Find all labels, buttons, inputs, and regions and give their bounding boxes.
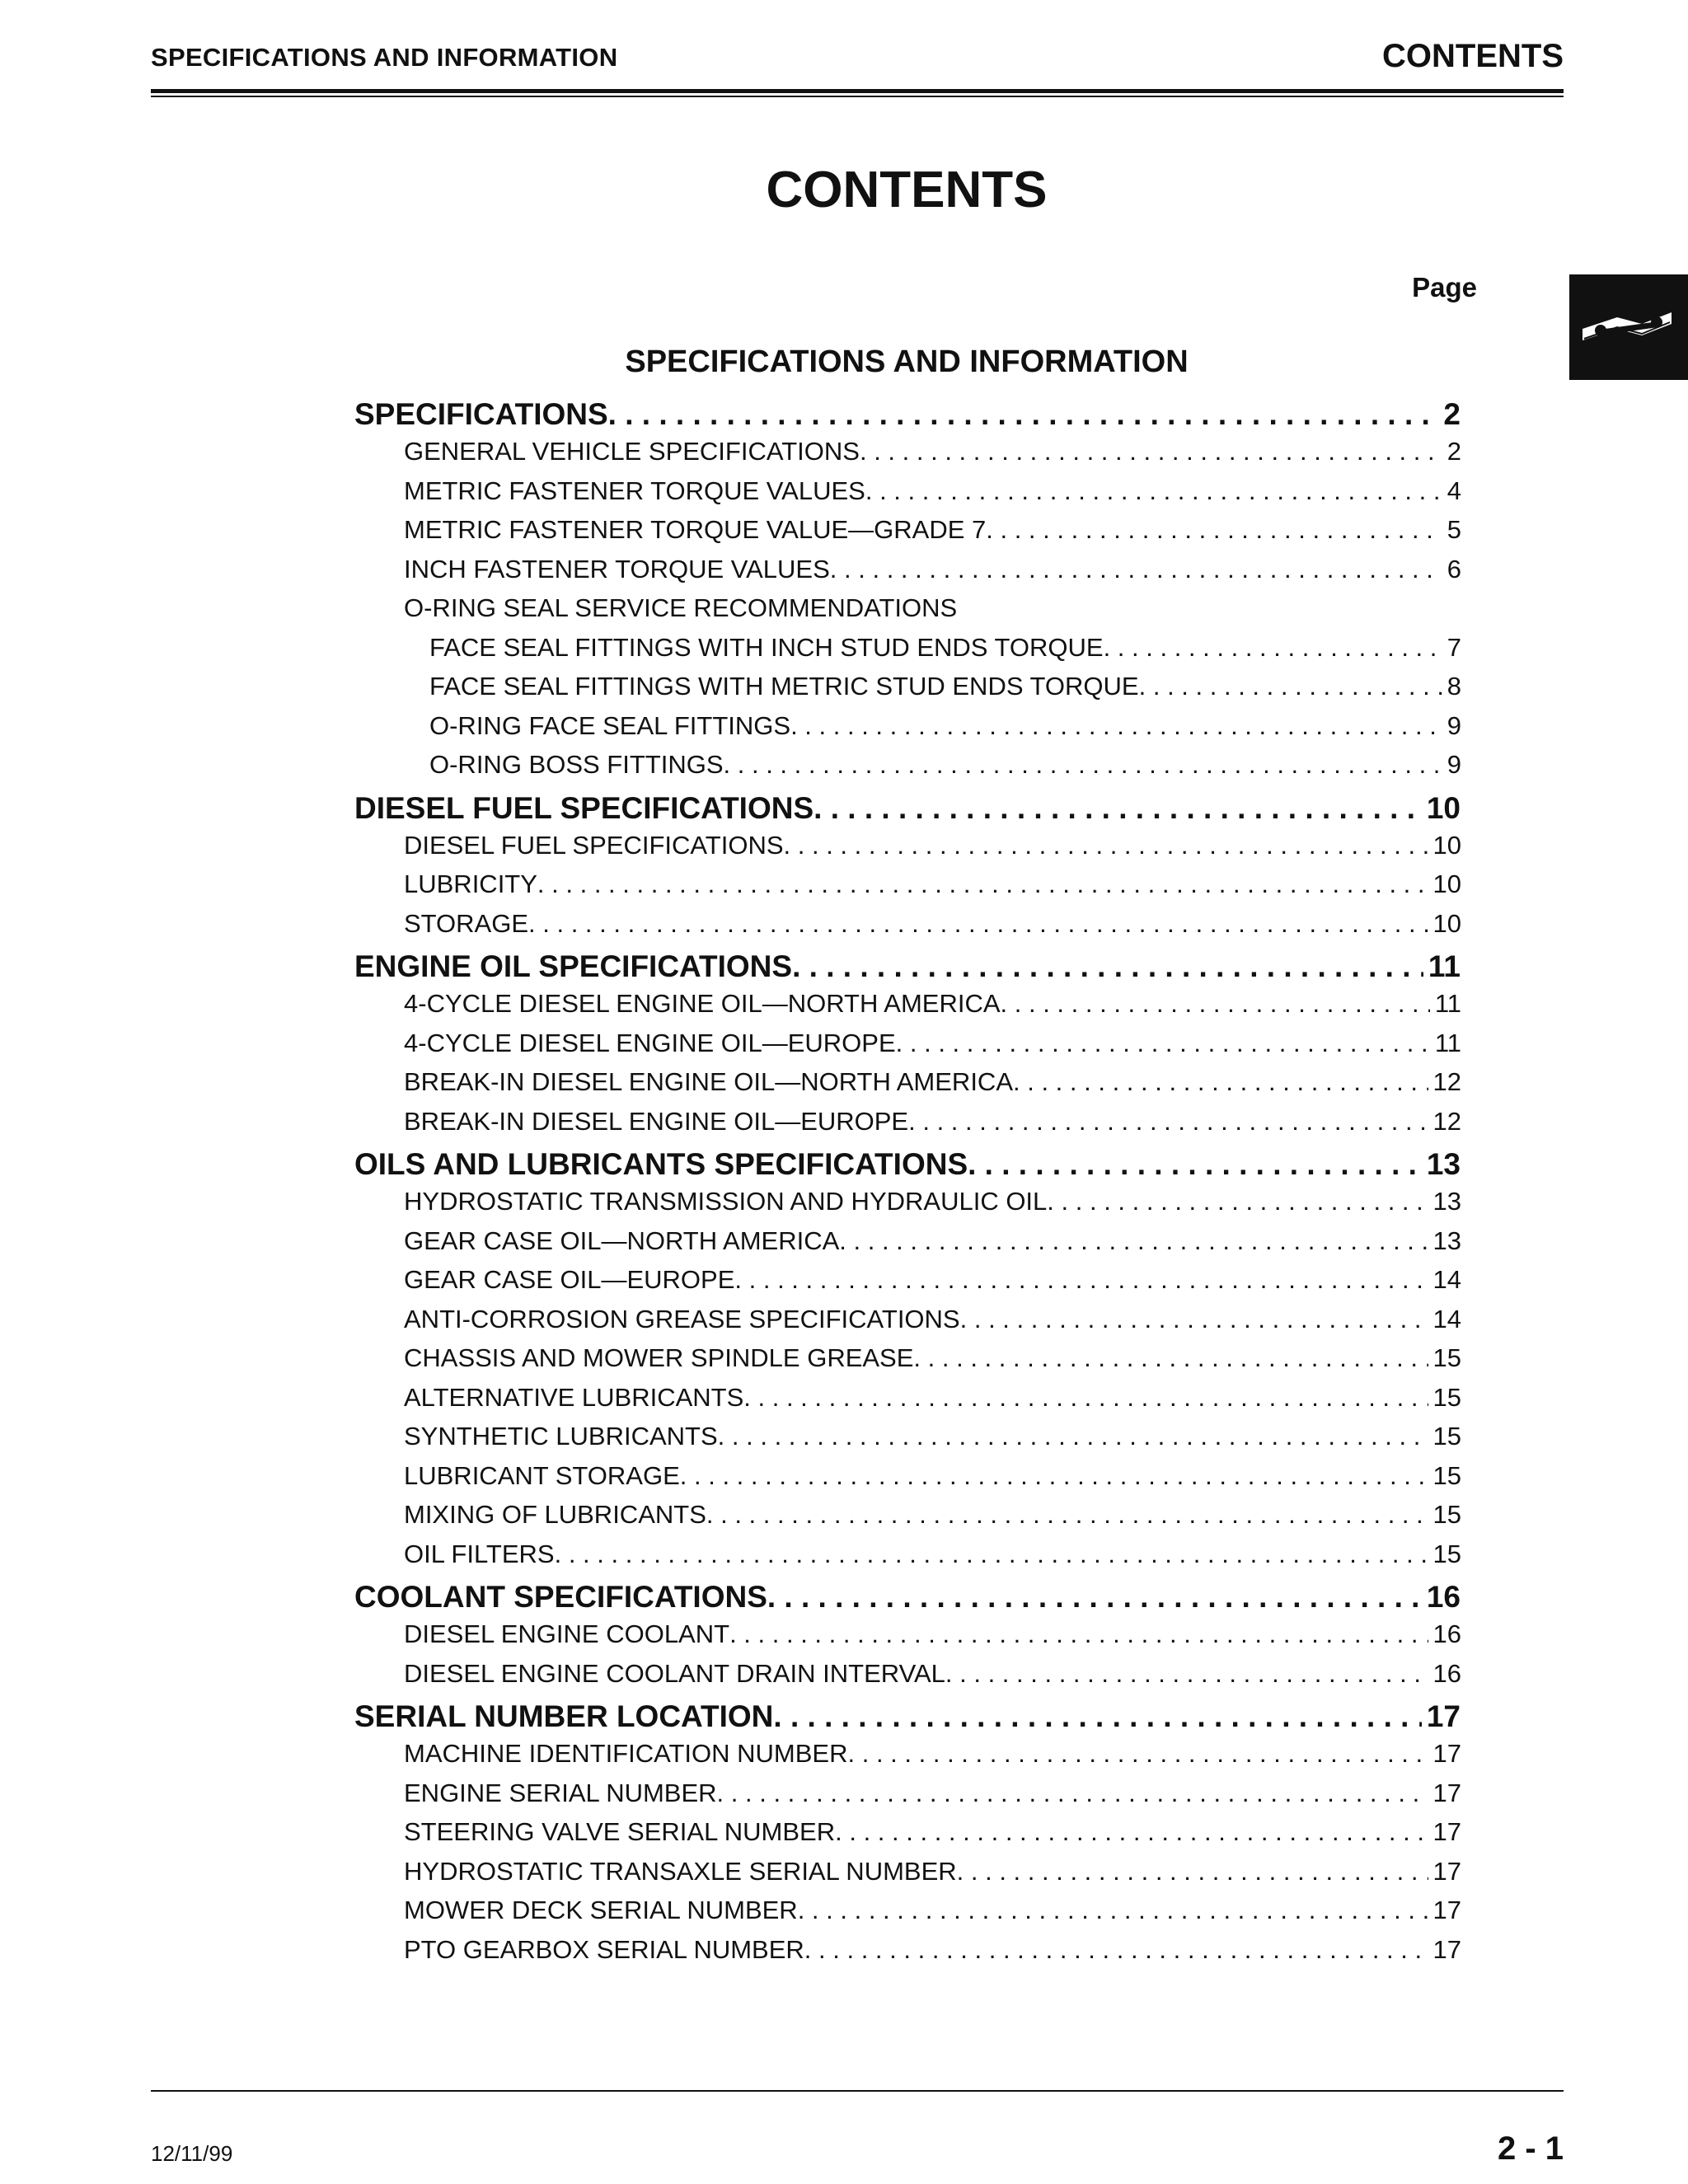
toc-entry-page: 8 bbox=[1447, 672, 1461, 701]
dot-leader bbox=[968, 1147, 1422, 1182]
toc-entry-page: 4 bbox=[1447, 476, 1461, 505]
toc-entry-page: 6 bbox=[1447, 554, 1461, 583]
dot-leader bbox=[680, 1461, 1428, 1491]
toc-entry-page: 10 bbox=[1432, 869, 1461, 898]
footer-page-number: 2 - 1 bbox=[1497, 2130, 1564, 2167]
toc-entry-page: 13 bbox=[1432, 1226, 1461, 1255]
toc-entry-page: 17 bbox=[1426, 1699, 1461, 1733]
toc-entry[interactable] bbox=[404, 1896, 1461, 1933]
toc-entry-title: INCH FASTENER TORQUE VALUES bbox=[404, 554, 830, 583]
toc-entry[interactable] bbox=[404, 1226, 1461, 1264]
toc-entry-title: SYNTHETIC LUBRICANTS bbox=[404, 1422, 718, 1451]
toc-entry-page: 9 bbox=[1447, 710, 1461, 740]
toc-entry-title: O-RING FACE SEAL FITTINGS bbox=[429, 710, 791, 740]
toc-entry[interactable] bbox=[404, 1857, 1461, 1895]
dot-leader bbox=[835, 1817, 1428, 1847]
toc-heading[interactable] bbox=[354, 949, 1461, 989]
dot-leader bbox=[848, 1739, 1428, 1769]
toc-entry-page: 16 bbox=[1426, 1580, 1461, 1614]
toc-entry-title: METRIC FASTENER TORQUE VALUE—GRADE 7 bbox=[404, 515, 987, 544]
toc-entry[interactable] bbox=[404, 1107, 1461, 1145]
toc-entry-title: SERIAL NUMBER LOCATION bbox=[354, 1699, 774, 1733]
footer-date: 12/11/99 bbox=[151, 2141, 233, 2166]
dot-leader bbox=[798, 1896, 1428, 1925]
toc-entry-page: 7 bbox=[1447, 632, 1461, 662]
dot-leader bbox=[743, 1383, 1428, 1413]
toc-heading[interactable] bbox=[354, 791, 1461, 831]
toc-heading[interactable] bbox=[354, 1580, 1461, 1619]
dot-leader bbox=[767, 1580, 1422, 1615]
toc-entry-title: PTO GEARBOX SERIAL NUMBER bbox=[404, 1934, 804, 1964]
toc-entry-title: GEAR CASE OIL—NORTH AMERICA bbox=[404, 1226, 840, 1255]
toc-entry-title: O-RING BOSS FITTINGS bbox=[429, 750, 724, 779]
dot-leader bbox=[896, 1029, 1430, 1058]
dot-leader bbox=[1047, 1187, 1428, 1216]
toc-entry[interactable] bbox=[429, 711, 1461, 749]
toc-entry[interactable] bbox=[404, 1383, 1461, 1421]
toc-entry-title: METRIC FASTENER TORQUE VALUES bbox=[404, 476, 865, 505]
dot-leader bbox=[790, 711, 1442, 741]
toc-entry-page: 2 bbox=[1447, 437, 1461, 466]
dot-leader bbox=[865, 476, 1442, 506]
toc-entry-page: 10 bbox=[1426, 790, 1461, 825]
toc-entry[interactable] bbox=[429, 633, 1461, 671]
toc-entry-page: 16 bbox=[1432, 1619, 1461, 1648]
toc-entry-page: 11 bbox=[1428, 949, 1461, 983]
toc-entry-page: 2 bbox=[1443, 397, 1461, 431]
dot-leader bbox=[1104, 633, 1442, 663]
toc-entry-title: FACE SEAL FITTINGS WITH METRIC STUD ENDS TORQUE bbox=[429, 672, 1139, 701]
toc-entry[interactable] bbox=[404, 1779, 1461, 1816]
toc-entry-title: LUBRICITY bbox=[404, 869, 537, 898]
toc-entry[interactable] bbox=[429, 750, 1461, 788]
toc-entry-page: 13 bbox=[1432, 1187, 1461, 1216]
toc-entry-title: MOWER DECK SERIAL NUMBER bbox=[404, 1896, 798, 1924]
toc-entry-title: DIESEL ENGINE COOLANT bbox=[404, 1619, 730, 1648]
toc-entry-title: ENGINE OIL SPECIFICATIONS bbox=[354, 949, 793, 983]
toc-entry[interactable] bbox=[404, 1619, 1461, 1657]
toc-entry[interactable] bbox=[404, 909, 1461, 947]
toc-entry[interactable] bbox=[404, 437, 1461, 475]
toc-entry-title: OIL FILTERS bbox=[404, 1539, 555, 1568]
toc-heading[interactable] bbox=[354, 1699, 1461, 1739]
toc-entry[interactable] bbox=[404, 1935, 1461, 1973]
toc-entry[interactable] bbox=[404, 1265, 1461, 1303]
toc-entry-page: 10 bbox=[1432, 908, 1461, 938]
toc-entry-title: ANTI-CORROSION GREASE SPECIFICATIONS bbox=[404, 1304, 960, 1333]
toc-entry-title: 4-CYCLE DIESEL ENGINE OIL—NORTH AMERICA bbox=[404, 989, 1001, 1018]
toc-entry-page: 5 bbox=[1447, 515, 1461, 544]
running-header-left: SPECIFICATIONS AND INFORMATION bbox=[151, 43, 618, 72]
toc-entry[interactable] bbox=[404, 555, 1461, 593]
page-title: CONTENTS bbox=[766, 162, 1048, 218]
toc-entry-title: DIESEL ENGINE COOLANT DRAIN INTERVAL bbox=[404, 1658, 945, 1688]
dot-leader bbox=[706, 1500, 1428, 1530]
dot-leader bbox=[830, 555, 1442, 584]
dot-leader bbox=[1013, 1067, 1428, 1097]
toc-entry-title: LUBRICANT STORAGE bbox=[404, 1460, 680, 1490]
dot-leader bbox=[860, 437, 1442, 466]
toc-entry-title: GENERAL VEHICLE SPECIFICATIONS bbox=[404, 437, 860, 466]
toc-entry[interactable] bbox=[404, 1739, 1461, 1777]
dot-leader bbox=[734, 1265, 1428, 1295]
toc-heading[interactable] bbox=[354, 1147, 1461, 1187]
toc-entry-title: ALTERNATIVE LUBRICANTS bbox=[404, 1382, 744, 1412]
dot-leader bbox=[718, 1422, 1428, 1451]
dot-leader bbox=[555, 1540, 1428, 1569]
toc-entry-title: BREAK-IN DIESEL ENGINE OIL—NORTH AMERICA bbox=[404, 1067, 1013, 1096]
toc-entry-title: DIESEL FUEL SPECIFICATIONS bbox=[354, 790, 814, 825]
footer-rule bbox=[151, 2090, 1564, 2092]
toc-entry-title: COOLANT SPECIFICATIONS bbox=[354, 1580, 767, 1614]
toc-entry-page: 15 bbox=[1432, 1422, 1461, 1451]
toc-entry[interactable] bbox=[404, 1422, 1461, 1460]
toc-entry-title: MIXING OF LUBRICANTS bbox=[404, 1500, 706, 1529]
dot-leader bbox=[528, 909, 1428, 939]
toc-entry-page: 17 bbox=[1432, 1778, 1461, 1807]
dot-leader bbox=[814, 791, 1422, 826]
toc-entry-title: HYDROSTATIC TRANSMISSION AND HYDRAULIC OIL bbox=[404, 1187, 1048, 1216]
toc-entry-title: 4-CYCLE DIESEL ENGINE OIL—EUROPE bbox=[404, 1028, 896, 1057]
dot-leader bbox=[839, 1226, 1428, 1256]
toc-entry-title: OILS AND LUBRICANTS SPECIFICATIONS bbox=[354, 1147, 968, 1181]
toc-entry-title: FACE SEAL FITTINGS WITH INCH STUD ENDS TORQUE bbox=[429, 632, 1104, 662]
dot-leader bbox=[1139, 672, 1442, 701]
toc-entry-page: 11 bbox=[1434, 989, 1461, 1018]
toc-entry[interactable] bbox=[404, 1187, 1461, 1225]
toc-entry-page: 17 bbox=[1432, 1856, 1461, 1886]
toc-entry-page: 10 bbox=[1432, 830, 1461, 860]
dot-leader bbox=[945, 1659, 1428, 1689]
page-column-label: Page bbox=[1412, 272, 1477, 302]
dot-leader bbox=[773, 1699, 1421, 1734]
dot-leader bbox=[913, 1343, 1428, 1373]
dot-leader bbox=[986, 515, 1442, 545]
toc-entry-page: 9 bbox=[1447, 750, 1461, 779]
dot-leader bbox=[724, 750, 1442, 780]
toc-entry-page: 16 bbox=[1432, 1658, 1461, 1688]
toc-entry-title: SPECIFICATIONS bbox=[354, 397, 608, 431]
toc-entry-page: 15 bbox=[1432, 1343, 1461, 1372]
dot-leader bbox=[717, 1779, 1428, 1808]
toc-heading[interactable] bbox=[354, 397, 1461, 437]
dot-leader bbox=[729, 1619, 1428, 1649]
running-header-right: CONTENTS bbox=[1382, 38, 1564, 74]
toc-entry[interactable] bbox=[404, 515, 1461, 553]
toc-entry-title: ENGINE SERIAL NUMBER bbox=[404, 1778, 717, 1807]
toc-entry[interactable] bbox=[404, 1461, 1461, 1499]
toc-entry-page: 11 bbox=[1434, 1028, 1461, 1057]
toc-entry-page: 17 bbox=[1432, 1817, 1461, 1846]
toc-entry[interactable] bbox=[429, 672, 1461, 710]
toc-entry-title: DIESEL FUEL SPECIFICATIONS bbox=[404, 830, 784, 860]
toc-entry[interactable] bbox=[404, 1067, 1461, 1105]
toc-entry[interactable] bbox=[404, 476, 1461, 514]
toc-entry[interactable] bbox=[404, 1500, 1461, 1538]
toc-entry-page: 15 bbox=[1432, 1382, 1461, 1412]
toc-entry[interactable] bbox=[404, 1659, 1461, 1697]
dot-leader bbox=[960, 1305, 1428, 1334]
dot-leader bbox=[804, 1935, 1428, 1965]
toc-entry-title: MACHINE IDENTIFICATION NUMBER bbox=[404, 1739, 848, 1768]
dot-leader bbox=[792, 949, 1423, 984]
toc-entry-page: 13 bbox=[1426, 1147, 1461, 1181]
toc-entry-page: 15 bbox=[1432, 1500, 1461, 1529]
dot-leader bbox=[537, 869, 1428, 899]
toc-entry-title: HYDROSTATIC TRANSAXLE SERIAL NUMBER bbox=[404, 1856, 957, 1886]
toc-entry[interactable] bbox=[404, 1305, 1461, 1343]
dot-leader bbox=[908, 1107, 1428, 1137]
toc-entry[interactable] bbox=[404, 1029, 1461, 1066]
toc-entry-page: 14 bbox=[1432, 1265, 1461, 1294]
dot-leader bbox=[608, 397, 1439, 432]
toc-entry-page: 14 bbox=[1432, 1304, 1461, 1333]
toc-entry-title: STEERING VALVE SERIAL NUMBER bbox=[404, 1817, 836, 1846]
toc-entry[interactable] bbox=[404, 1540, 1461, 1577]
toc-entry-page: 12 bbox=[1432, 1106, 1461, 1136]
toc-entry-title: STORAGE bbox=[404, 908, 529, 938]
toc-entry[interactable] bbox=[404, 1343, 1461, 1381]
toc-entry[interactable] bbox=[404, 1817, 1461, 1855]
toc-entry[interactable] bbox=[404, 869, 1461, 907]
toc-entry-title: CHASSIS AND MOWER SPINDLE GREASE bbox=[404, 1343, 914, 1372]
toc-entry[interactable] bbox=[404, 593, 1461, 631]
toc-entry-page: 15 bbox=[1432, 1460, 1461, 1490]
dot-leader bbox=[784, 831, 1428, 860]
toc-entry-title: O-RING SEAL SERVICE RECOMMENDATIONS bbox=[404, 593, 958, 622]
toc-entry[interactable] bbox=[404, 831, 1461, 869]
toc-entry-page: 17 bbox=[1432, 1739, 1461, 1768]
dot-leader bbox=[1001, 989, 1430, 1019]
section-heading: SPECIFICATIONS AND INFORMATION bbox=[625, 344, 1189, 379]
dot-leader bbox=[957, 1857, 1428, 1886]
toc-entry-page: 17 bbox=[1432, 1896, 1461, 1924]
toc-entry-page: 12 bbox=[1432, 1067, 1461, 1096]
toc-entry-page: 15 bbox=[1432, 1539, 1461, 1568]
toc-entry[interactable] bbox=[404, 989, 1461, 1027]
toc-entry-title: GEAR CASE OIL—EUROPE bbox=[404, 1265, 735, 1294]
toc-entry-page: 17 bbox=[1432, 1934, 1461, 1964]
toc-entry-title: BREAK-IN DIESEL ENGINE OIL—EUROPE bbox=[404, 1106, 909, 1136]
